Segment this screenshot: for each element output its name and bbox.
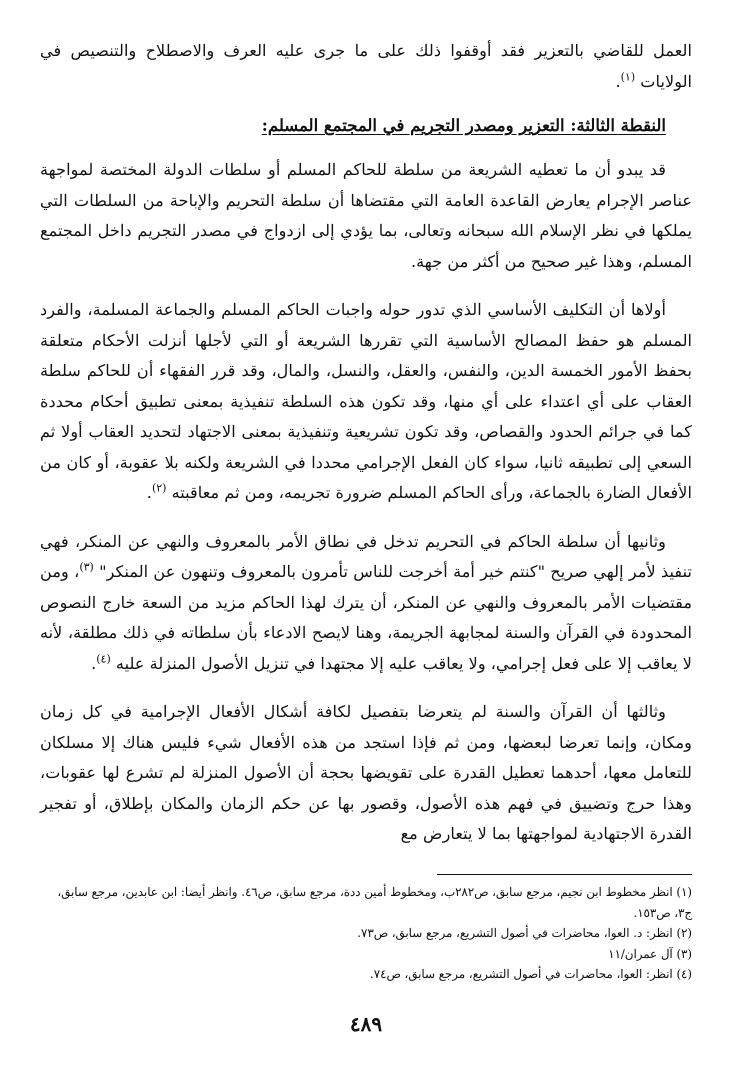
page-body: [40, 36, 692, 850]
paragraph-third-point: وثالثها أن القرآن والسنة لم يتعرضا بتفصيل لكافة أشكال الأفعال الإجرامية في كل زمان ومكان، وإنما تعرضا لبعضها، ومن ثم فإذا استجد من هذه الأفعال شيء فليس هناك إلا مسلكان للتعامل معها، أحدهما تعطيل القدرة على تقويضها بحجة أن الأصول المنزلة لم تشرع لها عقوبات، وهذا حرج وتضييق في فهم هذه الأصول، وقصور بها عن حكم الزمان والمكان بإطلاق، أو تفجير القدرة الاجتهادية لمواجهتها بما لا يتعارض مع: [40, 702, 692, 843]
footnote-separator: [437, 874, 692, 875]
paragraph-first-point: أولاها أن التكليف الأساسي الذي تدور حوله واجبات الحاكم المسلم والجماعة المسلمة، والفرد المسلم هو حفظ المصالح الأساسية التي تقررها الشريعة أو التي لأجلها أنزلت الأحكام متعلقة بحفظ الأمور الخمسة الدين، والنفس، والعقل، والنسل، والمال، وقد قرر الفقهاء أن للحاكم سلطة العقاب على أي اعتداء على أي منها، وقد تكون هذه السلطة تنفيذية بمعنى تطبيق أحكام محددة كما في جرائم الحدود والقصاص، وقد تكون تشريعية وتنفيذية بمعنى الاجتهاد لتحديد العقاب أولا ثم السعي إلى تطبيقه ثانيا، سواء كان الفعل الإجرامي محددا في الشريعة ولكنه بلا عقوبة، أو كان من الأفعال الضارة بالجماعة، ورأى الحاكم المسلم ضرورة تجريمه، ومن ثم معاقبته $^{(٢)}$.: [40, 300, 692, 502]
footnote-2: (٢) انظر: د. العوا، محاضرات في أصول التشريع، مرجع سابق، ص٧٣.: [357, 926, 692, 940]
paragraph-first-point-text: أولاها أن التكليف الأساسي الذي تدور حوله واجبات الحاكم المسلم والجماعة المسلمة، والفرد المسلم هو حفظ المصالح الأساسية التي تقررها الشريعة أو التي لأجلها أنزلت الأحكام متعلقة بحفظ الأمور الخمسة الدين، والنفس، والعقل، والنسل، والمال، وقد قرر الفقهاء أن للحاكم سلطة العقاب على أي اعتداء على أي منها، وقد تكون هذه السلطة تنفيذية بمعنى تطبيق أحكام محددة كما في جرائم الحدود والقصاص، وقد تكون تشريعية وتنفيذية بمعنى الاجتهاد لتحديد العقاب أولا ثم السعي إلى تطبيقه ثانيا، سواء كان الفعل الإجرامي محددا في الشريعة ولكنه بلا عقوبة، أو كان من الأفعال الضارة بالجماعة، ورأى الحاكم المسلم ضرورة تجريمه، ومن ثم معاقبته: [40, 300, 692, 502]
paragraph-continuation: العمل للقاضي بالتعزير فقد أوقفوا ذلك على ما جرى عليه العرف والاصطلاح والتنصيص في الولايات $^{(١)}$.: [40, 41, 692, 91]
footnote-ref-3: (٣): [79, 560, 94, 574]
page-number: ٤٨٩: [349, 1012, 383, 1036]
paragraph-intro: قد يبدو أن ما تعطيه الشريعة من سلطة للحاكم المسلم أو سلطات الدولة المختصة لمواجهة عناصر الإجرام يعارض القاعدة العامة التي مقتضاها أن سلطة التحريم والإباحة من السلطات التي يملكها في نظر الإسلام الله سبحانه وتعالى، بما يؤدي إلى ازدواج في مصدر التجريم داخل المجتمع المسلم، وهذا غير صحيح من أكثر من جهة.: [40, 160, 692, 271]
footnote-ref-4: (٤): [96, 652, 111, 666]
footnotes: [40, 882, 692, 985]
footnote-3: (٣) آل عمران/١١: [608, 946, 692, 961]
paragraph-second-point: وثانيها أن سلطة الحاكم في التحريم تدخل في نطاق الأمر بالمعروف والنهي عن المنكر، فهي تنفيذ لأمر إلهي صريح "كنتم خير أمة أخرجت للناس تأمرون بالمعروف وتنهون عن المنكر" $^{(٣)}$، ومن مقتضيات الأمر بالمعروف والنهي عن المنكر، أن يترك لهذا الحاكم مزيد من السعة خارج النصوص المحدودة في القرآن والسنة لمجابهة الجريمة، وهنا لايصح الادعاء بأن سلطاته في ذلك مطلقة، لأنه لا يعاقب إلا على فعل إجرامي، ولا يعاقب عليه إلا مجتهدا في تنزيل الأصول المنزلة عليه $^{(٤)}$.: [40, 531, 692, 673]
footnote-ref-1: (١): [620, 70, 636, 84]
footnote-1: (١) انظر مخطوط ابن نجيم، مرجع سابق، ص٢٨٢ب، ومخطوط أمين ددة، مرجع سابق، ص٤٦. وانظر أيضا: ابن عابدين، مرجع سابق، ج٣، ص١٥٣.: [57, 885, 692, 920]
footnote-4: (٤) انظر: العوا، محاضرات في أصول التشريع، مرجع سابق، ص٧٤.: [370, 967, 692, 981]
paragraph-second-point-text-b: ، ومن مقتضيات الأمر بالمعروف والنهي عن المنكر، أن يترك لهذا الحاكم مزيد من السعة خارج النصوص المحدودة في القرآن والسنة لمجابهة الجريمة، وهنا لايصح الادعاء بأن سلطاته في ذلك مطلقة، لأنه لا يعاقب إلا على فعل إجرامي، ولا يعاقب عليه إلا مجتهدا في تنزيل الأصول المنزلة عليه: [40, 562, 692, 673]
paragraph-continuation-text: العمل للقاضي بالتعزير فقد أوقفوا ذلك على ما جرى عليه العرف والاصطلاح والتنصيص في الولايات: [40, 41, 692, 91]
paragraph-second-point-text-a: وثانيها أن سلطة الحاكم في التحريم تدخل في نطاق الأمر بالمعروف والنهي عن المنكر، فهي تنفيذ لأمر إلهي صريح "كنتم خير أمة أخرجت للناس تأمرون بالمعروف وتنهون عن المنكر": [40, 531, 692, 581]
footnote-ref-2: (٢): [151, 481, 167, 495]
section-heading: النقطة الثالثة: التعزير ومصدر التجريم في المجتمع المسلم:: [261, 116, 666, 135]
